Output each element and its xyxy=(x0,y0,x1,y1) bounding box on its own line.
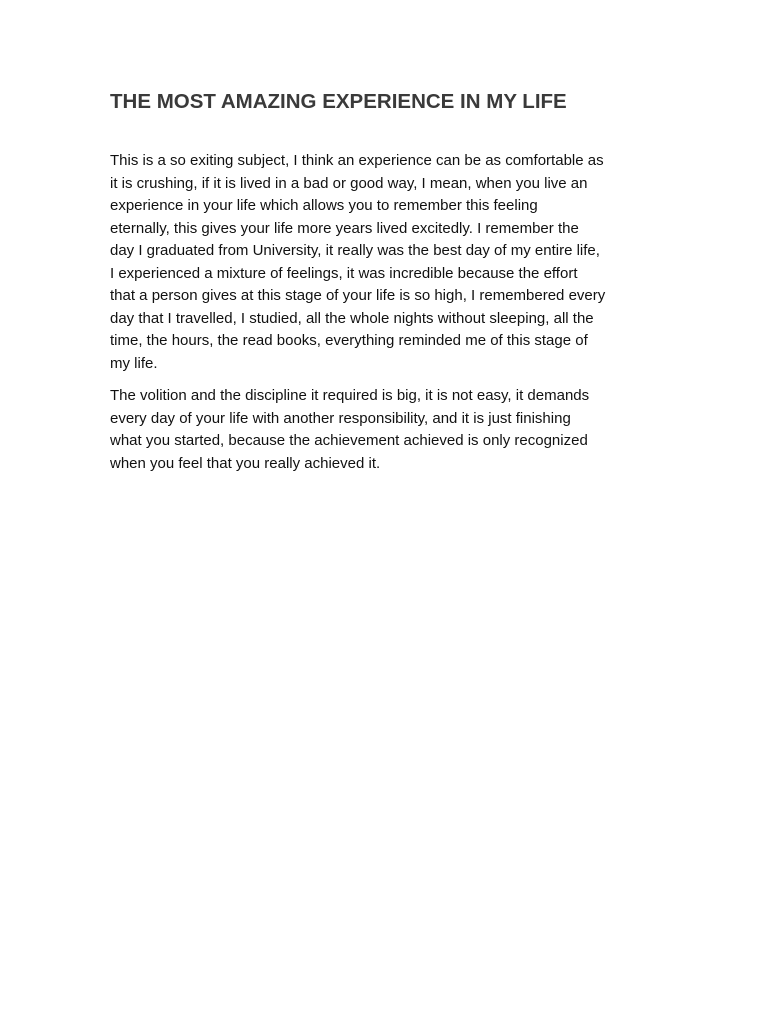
paragraph-line: what you started, because the achievement achieved is only recognized xyxy=(110,432,588,449)
paragraph-line: it is crushing, if it is lived in a bad or good way, I mean, when you live an xyxy=(110,174,588,192)
document-body xyxy=(110,150,658,475)
paragraph-line: my life. xyxy=(110,354,158,372)
paragraph-line: time, the hours, the read books, everything reminded me of this stage of xyxy=(110,332,588,349)
paragraph-line: day I graduated from University, it really was the best day of my entire life, xyxy=(110,242,600,259)
paragraph-line: This is a so exiting subject, I think an experience can be as comfortable as xyxy=(110,152,604,169)
document-content xyxy=(110,88,658,485)
paragraph-line: every day of your life with another responsibility, and it is just finishing xyxy=(110,409,571,427)
paragraph-line: experience in your life which allows you to remember this feeling xyxy=(110,197,538,214)
paragraph-line: I experienced a mixture of feelings, it was incredible because the effort xyxy=(110,264,578,282)
document-title: THE MOST AMAZING EXPERIENCE IN MY LIFE xyxy=(110,90,567,113)
paragraph-2 xyxy=(110,385,658,475)
paragraph-line: day that I travelled, I studied, all the whole nights without sleeping, all the xyxy=(110,309,594,327)
paragraph-line: The volition and the discipline it required is big, it is not easy, it demands xyxy=(110,387,590,404)
paragraph-1 xyxy=(110,150,658,375)
paragraph-line: that a person gives at this stage of your life is so high, I remembered every xyxy=(110,287,606,304)
paragraph-line: when you feel that you really achieved it. xyxy=(110,454,381,472)
paragraph-line: eternally, this gives your life more years lived excitedly. I remember the xyxy=(110,219,579,237)
